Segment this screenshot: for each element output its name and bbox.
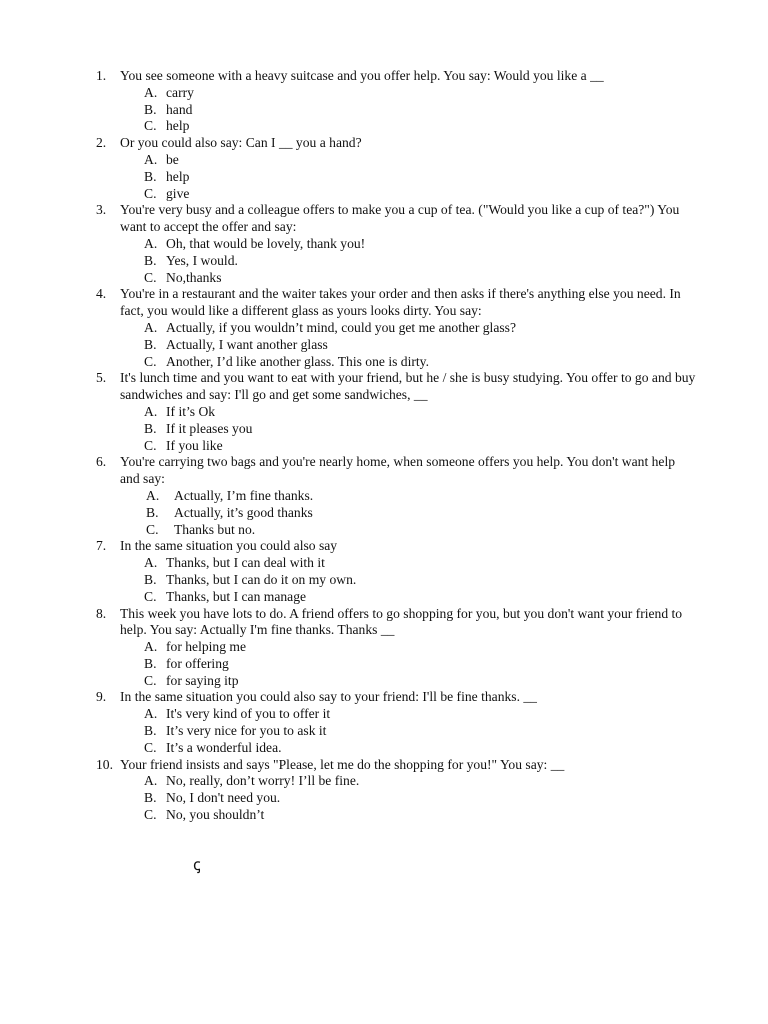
option-text: If it’s Ok <box>166 403 216 419</box>
option-letter: A. <box>144 706 158 722</box>
option-letter: C. <box>144 118 157 134</box>
option-letter: C. <box>144 269 157 285</box>
option-text: help <box>166 118 190 134</box>
question-text: You're carrying two bags and you're nearly home, when someone offers you help. You don't want help and say: <box>120 454 676 487</box>
option-letter: B. <box>144 420 157 436</box>
question-text: It's lunch time and you want to eat with your friend, but he / she is busy studying. You offer to go and buy sandwiches and say: I'll go and get some sandwiches, __ <box>120 370 696 403</box>
option-text: Thanks but no. <box>174 521 256 537</box>
option-letter: B. <box>146 504 159 520</box>
option-text: It's very kind of you to offer it <box>166 706 331 722</box>
option-letter: B. <box>144 168 157 184</box>
question-text: This week you have lots to do. A friend offers to go shopping for you, but you don't want your friend to help. You say: Actually I'm fine thanks. Thanks __ <box>120 605 683 638</box>
question-3 <box>96 202 696 286</box>
option-letter: A. <box>144 319 158 335</box>
answer-option <box>146 522 696 539</box>
option-text: for saying itp <box>166 672 239 688</box>
option-letter: A. <box>144 773 158 789</box>
question-number: 1. <box>96 68 107 83</box>
answer-option <box>144 639 696 656</box>
option-letter: C. <box>144 437 157 453</box>
answer-option <box>144 706 696 723</box>
option-letter: C. <box>146 521 159 537</box>
option-text: If it pleases you <box>166 420 253 436</box>
answer-option <box>144 656 696 673</box>
option-letter: B. <box>144 723 157 739</box>
option-letter: A. <box>144 84 158 100</box>
question-number: 3. <box>96 202 107 218</box>
answer-option <box>146 505 696 522</box>
answer-option <box>144 320 696 337</box>
option-text: for offering <box>166 655 229 671</box>
question-4 <box>96 286 696 370</box>
option-letter: C. <box>144 807 157 823</box>
question-number: 4. <box>96 286 107 302</box>
answer-option <box>144 354 696 371</box>
option-text: Actually, it’s good thanks <box>174 504 313 520</box>
answer-option <box>144 673 696 690</box>
answer-option <box>144 253 696 270</box>
option-text: No, I don't need you. <box>166 790 281 806</box>
option-letter: A. <box>144 555 158 571</box>
option-text: It’s a wonderful idea. <box>166 739 282 755</box>
answer-option <box>144 102 696 119</box>
option-letter: C. <box>144 353 157 369</box>
option-letter: C. <box>144 185 157 201</box>
question-10 <box>96 757 696 824</box>
option-text: No, you shouldn’t <box>166 807 265 823</box>
option-text: Actually, if you wouldn’t mind, could you get me another glass? <box>166 319 516 335</box>
answer-option <box>144 807 696 824</box>
answer-option <box>144 152 696 169</box>
option-text: No, really, don’t worry! I’ll be fine. <box>166 773 360 789</box>
option-text: It’s very nice for you to ask it <box>166 723 327 739</box>
option-text: Oh, that would be lovely, thank you! <box>166 235 366 251</box>
option-text: for helping me <box>166 639 247 655</box>
question-number: 7. <box>96 538 107 554</box>
question-text: Your friend insists and says "Please, let me do the shopping for you!" You say: __ <box>120 756 565 772</box>
question-text: In the same situation you could also say <box>120 538 338 554</box>
question-9 <box>96 689 696 756</box>
option-letter: B. <box>144 790 157 806</box>
option-text: Actually, I’m fine thanks. <box>174 487 314 503</box>
option-letter: B. <box>144 336 157 352</box>
answer-option <box>144 169 696 186</box>
question-number: 6. <box>96 454 107 470</box>
question-5 <box>96 370 696 454</box>
option-text: Yes, I would. <box>166 252 238 268</box>
option-letter: A. <box>144 151 158 167</box>
option-text: Another, I’d like another glass. This one is dirty. <box>166 353 429 369</box>
answer-option <box>144 236 696 253</box>
option-text: If you like <box>166 437 223 453</box>
option-text: be <box>166 151 179 167</box>
question-number: 5. <box>96 370 107 386</box>
option-text: Actually, I want another glass <box>166 336 328 352</box>
option-letter: A. <box>144 235 158 251</box>
answer-option <box>144 118 696 135</box>
answer-option <box>144 555 696 572</box>
question-1 <box>96 68 696 135</box>
option-letter: B. <box>144 252 157 268</box>
option-letter: B. <box>144 571 157 587</box>
answer-option <box>144 438 696 455</box>
answer-option <box>144 740 696 757</box>
option-text: help <box>166 168 190 184</box>
answer-option <box>144 421 696 438</box>
option-letter: A. <box>144 639 158 655</box>
answer-option <box>144 337 696 354</box>
option-letter: B. <box>144 101 157 117</box>
question-number: 10. <box>96 756 113 772</box>
option-letter: C. <box>144 739 157 755</box>
option-letter: B. <box>144 655 157 671</box>
option-text: give <box>166 185 190 201</box>
question-text: You see someone with a heavy suitcase and you offer help. You say: Would you like a __ <box>120 68 604 83</box>
question-2 <box>96 135 696 202</box>
question-number: 2. <box>96 135 107 151</box>
question-6 <box>96 454 696 538</box>
option-letter: C. <box>144 588 157 604</box>
answer-option <box>146 488 696 505</box>
answer-option <box>144 572 696 589</box>
cursor-mark-icon: ꞔ <box>193 857 201 874</box>
question-number: 9. <box>96 689 107 705</box>
option-text: Thanks, but I can manage <box>166 588 307 604</box>
option-letter: C. <box>144 672 157 688</box>
question-text: Or you could also say: Can I __ you a hand? <box>120 135 362 151</box>
answer-option <box>144 589 696 606</box>
answer-option <box>144 790 696 807</box>
option-text: carry <box>166 84 194 100</box>
option-text: hand <box>166 101 193 117</box>
question-text: You're in a restaurant and the waiter takes your order and then asks if there's anything else you need. In fact, you would like a different glass as yours looks dirty. You say: <box>120 286 681 319</box>
answer-option <box>144 85 696 102</box>
option-letter: A. <box>144 403 158 419</box>
answer-option <box>144 404 696 421</box>
answer-option <box>144 773 696 790</box>
question-number: 8. <box>96 605 107 621</box>
option-text: No,thanks <box>166 269 222 285</box>
question-8 <box>96 606 696 690</box>
option-text: Thanks, but I can do it on my own. <box>166 571 357 587</box>
option-text: Thanks, but I can deal with it <box>166 555 325 571</box>
answer-option <box>144 270 696 287</box>
answer-option <box>144 723 696 740</box>
question-text: You're very busy and a colleague offers to make you a cup of tea. ("Would you like a cup of tea?") You want to accept the offer and say: <box>120 202 680 235</box>
question-7 <box>96 538 696 605</box>
option-letter: A. <box>146 487 160 503</box>
answer-option <box>144 186 696 203</box>
question-text: In the same situation you could also say to your friend: I'll be fine thanks. __ <box>120 689 537 705</box>
